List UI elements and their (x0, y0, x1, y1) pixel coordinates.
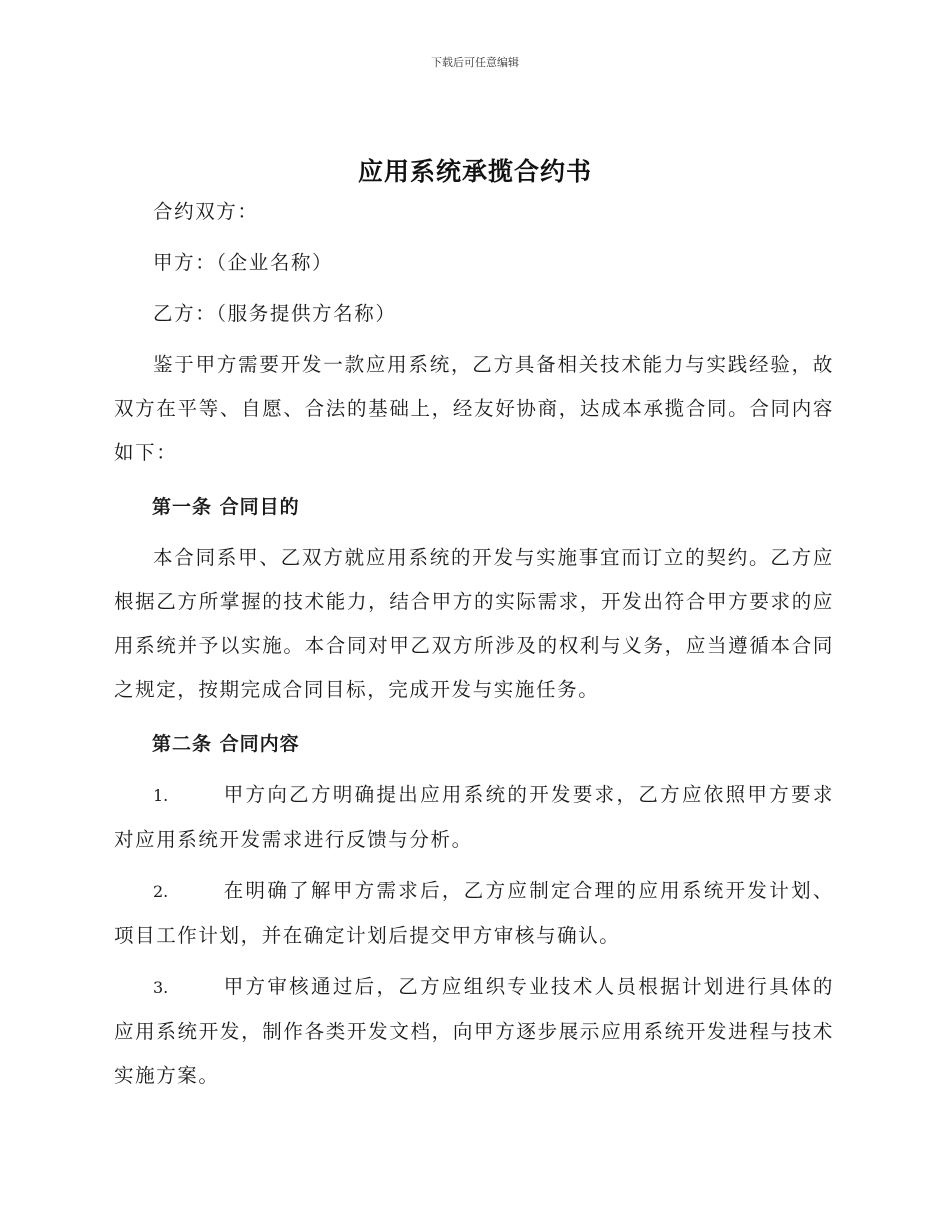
article-2-heading: 第二条 合同内容 (152, 733, 300, 755)
article-1-text: 本合同系甲、乙双方就应用系统的开发与实施事宜而订立的契约。乙方应根据乙方所掌握的技术能力，结合甲方的实际需求，开发出符合甲方要求的应用系统并予以实施。本合同对甲乙双方所涉及的权利与义务，应当遵循本合同之规定，按期完成合同目标，完成开发与实施任务。 (114, 546, 834, 701)
article-1-heading: 第一条 合同目的 (152, 496, 300, 518)
item-text: 甲方审核通过后，乙方应组织专业技术人员根据计划进行具体的应用系统开发，制作各类开发文档，向甲方逐步展示应用系统开发进程与技术实施方案。 (114, 975, 834, 1087)
item-number: 2. (153, 882, 169, 901)
article-2-item (114, 869, 834, 958)
document-title: 应用系统承揽合约书 (357, 157, 592, 186)
party-b: 乙方：（服务提供方名称） (153, 302, 397, 325)
header-note: 下载后可任意编辑 (431, 56, 519, 69)
party-a: 甲方：（企业名称） (153, 251, 334, 274)
item-text: 甲方向乙方明确提出应用系统的开发要求，乙方应依照甲方要求对应用系统开发需求进行反馈与分析。 (114, 783, 834, 851)
item-number: 1. (153, 786, 169, 805)
document-body (114, 190, 834, 1098)
item-text: 在明确了解甲方需求后，乙方应制定合理的应用系统开发计划、项目工作计划，并在确定计划后提交甲方审核与确认。 (114, 879, 834, 947)
parties-intro: 合约双方： (153, 200, 259, 223)
item-number: 3. (153, 978, 169, 997)
preamble-paragraph: 鉴于甲方需要开发一款应用系统，乙方具备相关技术能力与实践经验，故双方在平等、自愿、合法的基础上，经友好协商，达成本承揽合同。合同内容如下： (114, 353, 834, 464)
article-2-item (114, 773, 834, 862)
article-2-item (114, 965, 834, 1098)
